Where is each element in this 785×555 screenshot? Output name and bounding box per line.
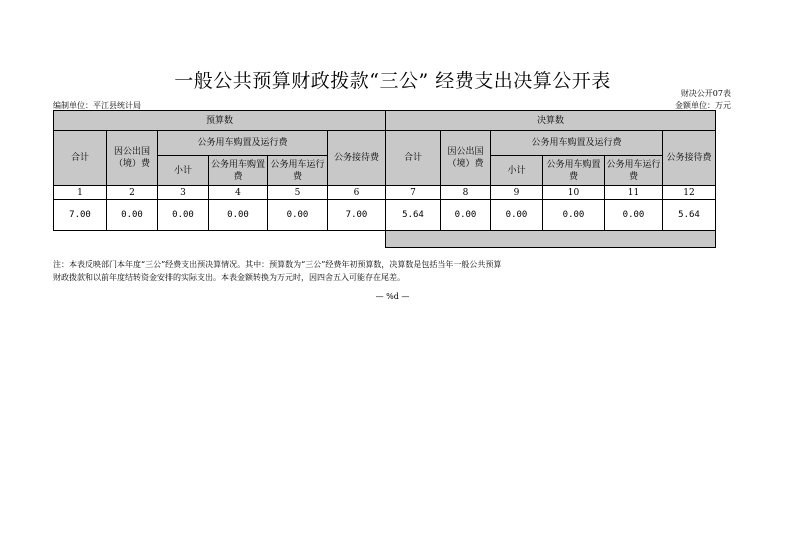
budget-group-header: 预算数 bbox=[54, 111, 386, 131]
col-number: 10 bbox=[543, 186, 605, 200]
value-cell: 0.00 bbox=[491, 200, 543, 231]
value-cell: 5.64 bbox=[663, 200, 716, 231]
final-vehicle-purchase-header: 公务用车购置费 bbox=[543, 156, 605, 186]
page-number: — %d — bbox=[375, 292, 410, 301]
col-number: 6 bbox=[328, 186, 386, 200]
amount-unit: 金额单位：万元 bbox=[675, 101, 731, 110]
value-cell: 0.00 bbox=[605, 200, 663, 231]
col-number: 5 bbox=[268, 186, 328, 200]
final-group-header: 决算数 bbox=[386, 111, 716, 131]
value-cell: 0.00 bbox=[209, 200, 268, 231]
final-vehicle-group-header: 公务用车购置及运行费 bbox=[491, 131, 663, 156]
value-cell: 7.00 bbox=[54, 200, 107, 231]
col-number: 7 bbox=[386, 186, 441, 200]
blank-area bbox=[54, 231, 386, 248]
budget-vehicle-group-header: 公务用车购置及运行费 bbox=[158, 131, 328, 156]
budget-vehicle-operation-header: 公务用车运行费 bbox=[268, 156, 328, 186]
col-number: 12 bbox=[663, 186, 716, 200]
value-cell: 7.00 bbox=[328, 200, 386, 231]
budget-total-header: 合计 bbox=[54, 131, 107, 186]
budget-overseas-header: 因公出国（境）费 bbox=[107, 131, 158, 186]
budget-subtotal-header: 小计 bbox=[158, 156, 209, 186]
value-cell: 0.00 bbox=[441, 200, 491, 231]
value-cell: 0.00 bbox=[543, 200, 605, 231]
expenditure-table bbox=[53, 110, 716, 248]
col-number: 4 bbox=[209, 186, 268, 200]
final-overseas-header: 因公出国（境）费 bbox=[441, 131, 491, 186]
footnote-line-1: 注：本表反映部门本年度“三公”经费支出预决算情况。其中：预算数为“三公”经费年初预算数，决算数是包括当年一般公共预算 bbox=[53, 260, 502, 269]
col-number: 3 bbox=[158, 186, 209, 200]
budget-reception-header: 公务接待费 bbox=[328, 131, 386, 186]
budget-vehicle-purchase-header: 公务用车购置费 bbox=[209, 156, 268, 186]
col-number: 8 bbox=[441, 186, 491, 200]
col-number: 2 bbox=[107, 186, 158, 200]
final-reception-header: 公务接待费 bbox=[663, 131, 716, 186]
col-number: 9 bbox=[491, 186, 543, 200]
final-subtotal-header: 小计 bbox=[491, 156, 543, 186]
footnote-line-2: 财政拨款和以前年度结转资金安排的实际支出。本表金额转换为万元时，因四舍五入可能存在尾差。 bbox=[53, 273, 405, 282]
final-vehicle-operation-header: 公务用车运行费 bbox=[605, 156, 663, 186]
compiler-unit: 编制单位：平江县统计局 bbox=[53, 101, 141, 110]
col-number: 1 bbox=[54, 186, 107, 200]
final-total-header: 合计 bbox=[386, 131, 441, 186]
col-number: 11 bbox=[605, 186, 663, 200]
value-cell: 0.00 bbox=[107, 200, 158, 231]
report-title bbox=[0, 66, 785, 93]
report-title-text: 一般公共预算财政拨款“三公” 经费支出决算公开表 bbox=[174, 70, 611, 92]
footnote bbox=[53, 258, 613, 284]
value-cell: 0.00 bbox=[268, 200, 328, 231]
value-cell: 5.64 bbox=[386, 200, 441, 231]
form-number: 财决公开07表 bbox=[680, 89, 731, 98]
shaded-summary-cell bbox=[386, 231, 716, 248]
value-cell: 0.00 bbox=[158, 200, 209, 231]
